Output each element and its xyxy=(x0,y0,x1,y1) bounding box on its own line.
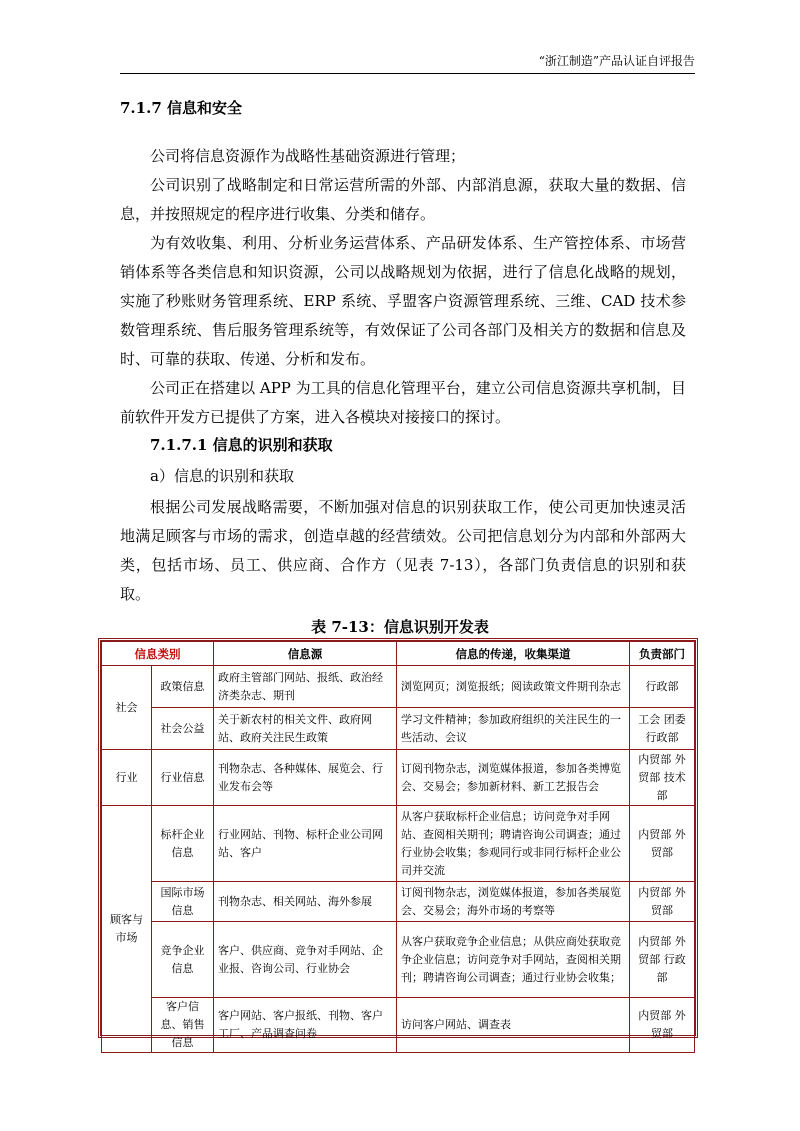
table-cell: 刊物杂志、相关网站、海外参展 xyxy=(214,882,397,922)
paragraph-identification xyxy=(120,493,686,609)
table-cell: 内贸部 外贸部 xyxy=(630,806,695,882)
table-cell: 关于新农村的相关文件、政府网站、政府关注民生政策 xyxy=(214,708,397,750)
paragraph-3: 为有效收集、利用、分析业务运营体系、产品研发体系、生产管控体系、市场营销体系等各类信息和知识资源，公司以战略规划为依据，进行了信息化战略的规划，实施了秒账财务管理系统、ERP 系统、孚盟客户资源管理系统、三维、CAD 技术参数管理系统、售后服务管理系统等，有效保证了公司各部门及相关方的数据和信息及时、可靠的获取、传递、分析和发布。 xyxy=(120,234,686,368)
table-cell: 标杆企业信息 xyxy=(152,806,214,882)
table-cell: 行政部 xyxy=(630,666,695,708)
table-cell: 客户网站、客户报纸、刊物、客户工厂、产品调查问卷 xyxy=(214,998,397,1053)
paragraph-2: 公司识别了战略制定和日常运营所需的外部、内部消息源，获取大量的数据、信息，并按照规定的程序进行收集、分类和储存。 xyxy=(120,176,686,223)
header-dept: 负责部门 xyxy=(630,642,695,666)
table-cell: 国际市场信息 xyxy=(152,882,214,922)
table-cell: 政府主管部门网站、报纸、政治经济类杂志、期刊 xyxy=(214,666,397,708)
header-category: 信息类别 xyxy=(102,642,214,666)
item-a: a）信息的识别和获取 xyxy=(150,467,294,485)
header-rule xyxy=(120,73,695,74)
subsection-title: 7.1.7.1 信息的识别和获取 xyxy=(150,436,333,454)
header-channel: 信息的传递，收集渠道 xyxy=(397,642,630,666)
table-cell: 从客户获取竞争企业信息；从供应商处获取竞争企业信息；访问竞争对手网站，查阅相关期刊；聘请咨询公司调查；通过行业协会收集； xyxy=(397,922,630,998)
paragraph-5: 根据公司发展战略需要，不断加强对信息的识别获取工作，使公司更加快速灵活地满足顾客与市场的需求，创造卓越的经营绩效。公司把信息划分为内部和外部两大类，包括市场、员工、供应商、合作方（见表 7-13），各部门负责信息的识别和获取。 xyxy=(120,498,686,603)
table-cell: 浏览网页；浏览报纸；阅读政策文件期刊杂志 xyxy=(397,666,630,708)
table-caption: 表 7-13：信息识别开发表 xyxy=(311,618,489,636)
paragraph-4: 公司正在搭建以 APP 为工具的信息化管理平台，建立公司信息资源共享机制，目前软件开发方已提供了方案，进入各模块对接接口的探讨。 xyxy=(120,379,686,426)
table-cell: 访问客户网站、调查表 xyxy=(397,998,630,1053)
info-table xyxy=(101,641,695,1053)
table-cell: 订阅刊物杂志，浏览媒体报道，参加各类博览会、交易会；参加新材料、新工艺报告会 xyxy=(397,750,630,806)
paragraph-1: 公司将信息资源作为战略性基础资源进行管理； xyxy=(150,147,466,165)
info-table-frame xyxy=(98,638,698,1049)
table-cell: 订阅刊物杂志，浏览媒体报道，参加各类展览会、交易会；海外市场的考察等 xyxy=(397,882,630,922)
header-title: “浙江制造”产品认证自评报告 xyxy=(538,54,695,68)
header-source: 信息源 xyxy=(214,642,397,666)
table-cell: 客户信息、销售信息 xyxy=(152,998,214,1053)
table-cell: 学习文件精神；参加政府组织的关注民生的一些活动、会议 xyxy=(397,708,630,750)
table-cell: 内贸部 外贸部 技术部 xyxy=(630,750,695,806)
section-title: 7.1.7 信息和安全 xyxy=(120,99,242,117)
table-cell: 社会公益 xyxy=(152,708,214,750)
table-cell: 从客户获取标杆企业信息；访问竞争对手网站、查阅相关期刊；聘请咨询公司调查；通过行业协会收集；参观同行或非同行标杆企业公司并交流 xyxy=(397,806,630,882)
table-cell: 内贸部 外贸部 xyxy=(630,998,695,1053)
group-industry: 行业 xyxy=(102,750,152,806)
table-cell: 竞争企业信息 xyxy=(152,922,214,998)
group-customer: 顾客与市场 xyxy=(102,806,152,1053)
table-cell: 客户、供应商、竞争对手网站、企业报、咨询公司、行业协会 xyxy=(214,922,397,998)
table-cell: 刊物杂志、各种媒体、展览会、行业发布会等 xyxy=(214,750,397,806)
table-cell: 行业网站、刊物、标杆企业公司网站、客户 xyxy=(214,806,397,882)
table-cell: 内贸部 外贸部 行政部 xyxy=(630,922,695,998)
table-cell: 行业信息 xyxy=(152,750,214,806)
table-cell: 工会 团委 行政部 xyxy=(630,708,695,750)
group-social: 社会 xyxy=(102,666,152,750)
table-cell: 内贸部 外贸部 xyxy=(630,882,695,922)
table-cell: 政策信息 xyxy=(152,666,214,708)
intro-paragraphs xyxy=(120,142,686,432)
